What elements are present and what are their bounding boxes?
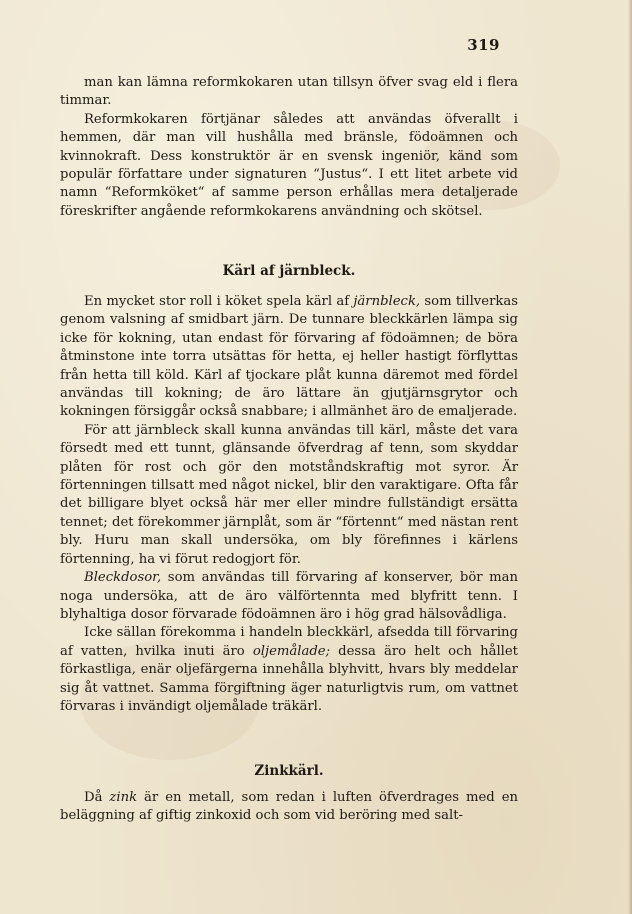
text-run: Då	[84, 790, 110, 805]
intro-text-block	[60, 74, 518, 221]
section-2-text-block	[60, 789, 518, 826]
text-run: Icke sällan förekomma i handeln bleckkärl, afsedda till förvaring af vatten, hvilka inuti äro	[60, 625, 518, 659]
emphasis-zink: zink	[109, 790, 138, 805]
emphasis-bleckdosor: Bleckdosor,	[84, 570, 162, 586]
text-run: är en metall, som redan i luften öfverdrages med en beläggning af giftig zinkoxid och som vid beröring med salt-	[60, 790, 518, 824]
section-heading-zinkkarl: Zinkkärl.	[254, 763, 324, 779]
text-run: dessa äro helt och hållet förkastliga, enär oljefärgerna innehålla blyhvitt, hvars bly meddelar sig åt vattnet. Samma förgiftning äger naturligtvis rum, om vattnet förvaras i invändigt oljemålade träkärl.	[60, 643, 518, 714]
page-edge-shadow	[628, 0, 632, 914]
text-run: En mycket stor roll i köket spela kärl af	[84, 294, 354, 309]
emphasis-oljemalade: oljemålade;	[252, 643, 331, 659]
paragraph-zink	[60, 789, 518, 826]
paragraph-reformkokaren: Reformkokaren förtjänar således att användas öfverallt i hemmen, där man vill hushålla med bränsle, födoämnen och kvinnokraft. Dess konstruktör är en svensk ingeniör, känd som populär författare under signaturen “Justus“. I ett litet arbete vid namn “Reformköket“ af samme person erhållas mera detaljerade föreskrifter angående reformkokarens användning och skötsel.	[60, 111, 518, 219]
paragraph-fortenning: För att järnbleck skall kunna användas till kärl, måste det vara försedt med ett tunnt, glänsande öfverdrag af tenn, som skyddar plåten för rost och gör den motståndskraftig mot syror. Är förtenningen tillsatt med något nickel, blir den varaktigare. Ofta får det billigare blyet också här mer eller mindre fullständigt ersätta tennet; det förekommer järnplåt, som är “förtennt“ med nästan rent bly. Huru man skall undersöka, om bly förefinnes i kärlens förtenning, ha vi förut redogjort för.	[60, 422, 518, 567]
text-run: som tillverkas genom valsning af smidbart järn. De tunnare bleckkärlen lämpa sig icke för kokning, utan endast för förvaring af födoämnen; de böra åtminstone inte torra utsättas för hetta, ej heller hastigt förflyttas från hetta till köld. Kärl af tjockare plåt kunna däremot med fördel användas till kokning; de äro lättare än gjutjärnsgrytor och kokningen försiggår också snabbare; i allmänhet äro de emaljerade.	[60, 294, 518, 420]
paragraph-oljemalade	[60, 624, 518, 716]
paragraph-bleckdosor	[60, 569, 518, 624]
emphasis-jarnbleck: järnbleck,	[353, 294, 421, 309]
page-number: 319	[467, 36, 500, 54]
text-run: som användas till förvaring af konserver, bör man noga undersöka, att de äro välförtennta med blyfritt tenn. I blyhaltiga dosor förvarade födoämnen äro i hög grad hälsovådliga.	[60, 570, 518, 622]
section-1-text-block	[60, 293, 518, 716]
paragraph-continuation: man kan lämna reformkokaren utan tillsyn öfver svag eld i flera timmar.	[60, 75, 518, 109]
paragraph-jarnbleck	[60, 293, 518, 422]
section-heading-jarnbleck: Kärl af järnbleck.	[222, 263, 356, 279]
